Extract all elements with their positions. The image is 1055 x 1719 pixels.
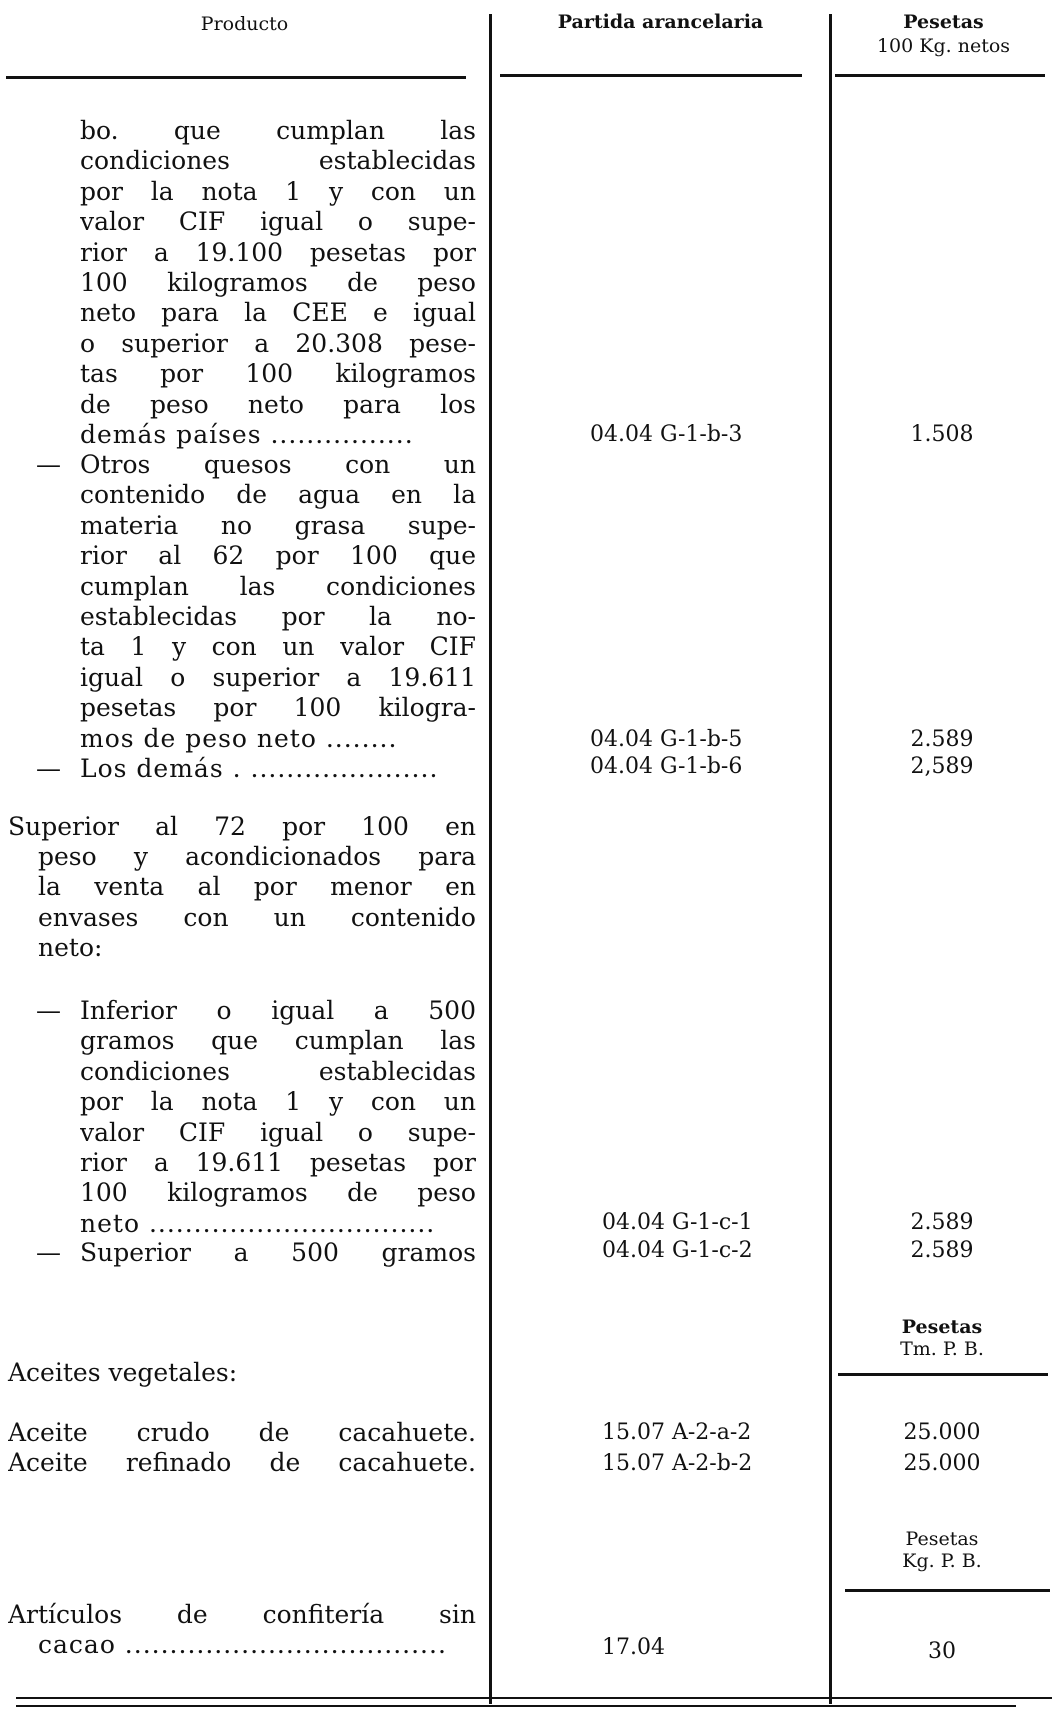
oil-row-refined: Aceite refinado de cacahuete.	[8, 1448, 476, 1477]
footer-rule-2	[16, 1705, 1016, 1707]
product-text-block1: bo. que cumplan las condiciones establecidas por la nota 1 y con un valor CIF igual o supe- rior a 19.100 pesetas por 100 kilogramos de peso neto para la CEE e igual o superior a 20.308 pese- tas por 100 kilogramos de peso neto para los demás países ................	[80, 116, 476, 449]
header-rule-2	[500, 74, 802, 77]
header-pesetas-line2: 100 Kg. netos	[876, 35, 1011, 57]
footer-rule-1	[16, 1697, 1052, 1699]
partida-code: 17.04	[602, 1635, 665, 1660]
pesetas-value: 25.000	[903, 1420, 981, 1445]
header-rule-1	[6, 76, 466, 79]
confit-row: Artículos de confitería sin	[8, 1600, 476, 1629]
partida-code: 15.07 A-2-a-2	[602, 1420, 752, 1445]
product-text-block5: Inferior o igual a 500 gramos que cumplan las condiciones establecidas por la nota 1 y con un valor CIF igual o supe- rior a 19.611 pesetas por 100 kilogramos de peso neto ................................	[80, 996, 476, 1238]
product-text-block2: Otros quesos con un contenido de agua en la materia no grasa supe- rior al 62 por 100 que cumplan las condiciones establecidas por la no- ta 1 y con un valor CIF igual o superior a 19.611 pesetas por 100 kilogra- mos de peso neto ........	[80, 450, 476, 753]
partida-code: 04.04 G-1-b-5	[590, 727, 743, 752]
product-text-block4-cont: peso y acondicionados para la venta al por menor en envases con un contenido neto:	[38, 842, 476, 963]
partida-code: 04.04 G-1-b-3	[590, 422, 743, 447]
partida-code: 04.04 G-1-c-2	[602, 1238, 753, 1263]
dash-bullet: —	[36, 754, 61, 783]
unit-rule-tm	[838, 1373, 1048, 1376]
partida-code: 15.07 A-2-b-2	[602, 1451, 753, 1476]
pesetas-value: 25.000	[903, 1451, 981, 1476]
unit-header-kg-line1: Pesetas	[905, 1528, 979, 1550]
product-text-block6: Superior a 500 gramos	[80, 1238, 476, 1267]
header-rule-3	[835, 74, 1045, 77]
partida-code: 04.04 G-1-c-1	[602, 1210, 753, 1235]
column-divider-1	[489, 14, 492, 1704]
pesetas-value: 2.589	[910, 1238, 974, 1263]
dash-bullet: —	[36, 1238, 61, 1267]
header-producto: Producto	[200, 13, 289, 35]
product-text-block4: Superior al 72 por 100 en	[8, 812, 476, 841]
pesetas-value: 30	[928, 1639, 956, 1664]
section-heading-oils: Aceites vegetales:	[8, 1358, 238, 1387]
unit-header-tm-line1: Pesetas	[901, 1316, 983, 1338]
dash-bullet: —	[36, 996, 61, 1025]
partida-code: 04.04 G-1-b-6	[590, 754, 743, 779]
product-text-block3: Los demás . .....................	[80, 754, 439, 783]
unit-header-tm-line2: Tm. P. B.	[900, 1338, 984, 1360]
confit-row-cont: cacao ....................................	[38, 1630, 447, 1659]
dash-bullet: —	[36, 450, 61, 479]
pesetas-value: 1.508	[910, 422, 974, 447]
pesetas-value: 2.589	[910, 1210, 974, 1235]
pesetas-value: 2,589	[910, 754, 974, 779]
pesetas-value: 2.589	[910, 727, 974, 752]
oil-row-crude: Aceite crudo de cacahuete.	[8, 1418, 476, 1447]
header-partida: Partida arancelaria	[557, 11, 764, 33]
unit-rule-kg	[845, 1589, 1050, 1592]
unit-header-kg-line2: Kg. P. B.	[902, 1550, 982, 1572]
header-pesetas-line1: Pesetas	[903, 11, 984, 33]
